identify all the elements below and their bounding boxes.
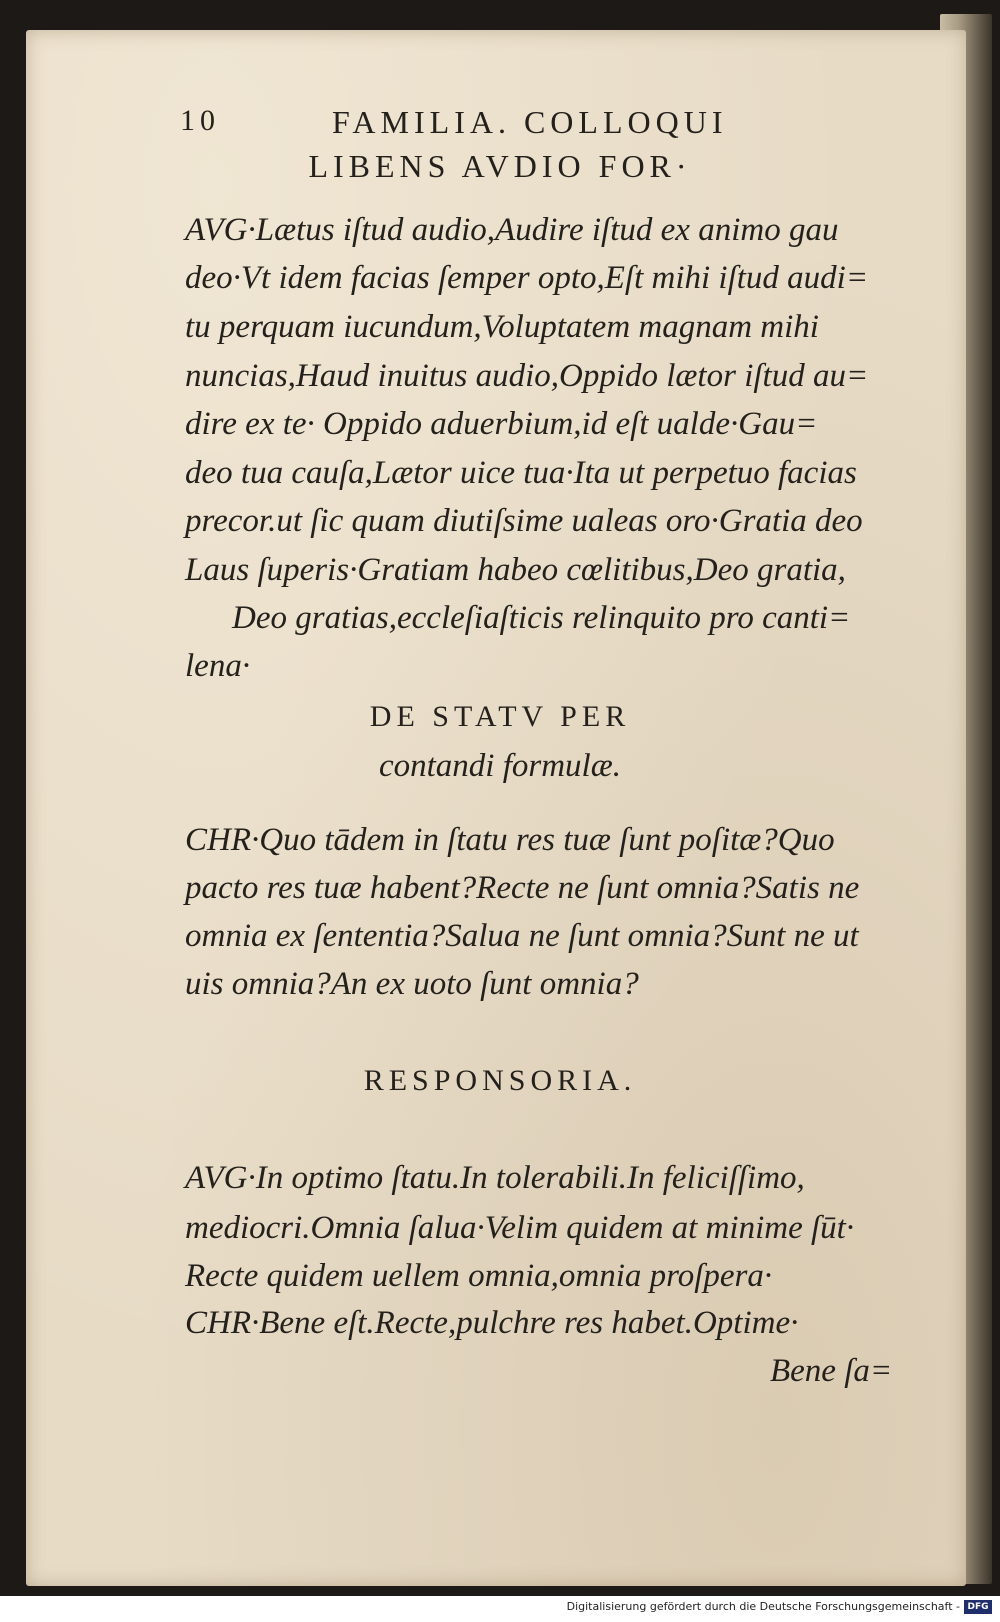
running-head: FAMILIA. COLLOQUI <box>332 104 728 140</box>
text-line: uis omnia?An ex uoto ſunt omnia? <box>185 966 639 1002</box>
text-line: tu perquam iucundum,Voluptatem magnam mihi <box>185 309 819 345</box>
footer-credit: Digitalisierung gefördert durch die Deutsche Forschungsgemeinschaft - <box>566 1600 960 1613</box>
text-line: lena· <box>185 648 251 684</box>
text-line: pacto res tuæ habent?Recte ne ſunt omnia?Satis ne <box>185 870 860 906</box>
page-header <box>180 104 800 144</box>
page-number: 10 <box>180 104 220 137</box>
text-line: precor.ut ſic quam diutiſsime ualeas oro·Gratia deo <box>185 503 863 539</box>
text-line: deo tua cauſa,Lætor uice tua·Ita ut perpetuo facias <box>185 455 857 491</box>
text-line: Recte quidem uellem omnia,omnia proſpera· <box>185 1258 773 1294</box>
text-line: CHR·Bene eſt.Recte,pulchre res habet.Optime· <box>185 1305 799 1341</box>
digitization-footer <box>0 1596 1000 1622</box>
text-line: mediocri.Omnia ſalua·Velim quidem at minime ſūt· <box>185 1210 855 1246</box>
section-title-libens: LIBENS AVDIO FOR· <box>308 148 692 184</box>
text-line: deo·Vt idem facias ſemper opto,Eſt mihi iſtud audi= <box>185 260 869 296</box>
text-line: AVG·Lætus iſtud audio,Audire iſtud ex animo gau <box>185 212 839 248</box>
section-title-statu: DE STATV PER <box>369 700 631 733</box>
text-line: CHR·Quo tādem in ſtatu res tuæ ſunt poſitæ?Quo <box>185 822 835 858</box>
text-line: Deo gratias,eccleſiaſticis relinquito pro canti= <box>232 600 851 636</box>
catchword: Bene ſa= <box>770 1353 893 1389</box>
section-title-responsoria: RESPONSORIA. <box>363 1064 637 1097</box>
dfg-logo: DFG <box>964 1600 992 1614</box>
text-line: dire ex te· Oppido aduerbium,id eſt ualde·Gau= <box>185 406 818 442</box>
text-line: Laus ſuperis·Gratiam habeo cœlitibus,Deo gratia, <box>185 552 846 588</box>
section-subtitle-formulae: contandi formulæ. <box>378 748 621 784</box>
text-line: AVG·In optimo ſtatu.In tolerabili.In feliciſſimo, <box>185 1160 805 1196</box>
text-line: nuncias,Haud inuitus audio,Oppido lætor iſtud au= <box>185 358 869 394</box>
text-line: omnia ex ſententia?Salua ne ſunt omnia?Sunt ne ut <box>185 918 859 954</box>
